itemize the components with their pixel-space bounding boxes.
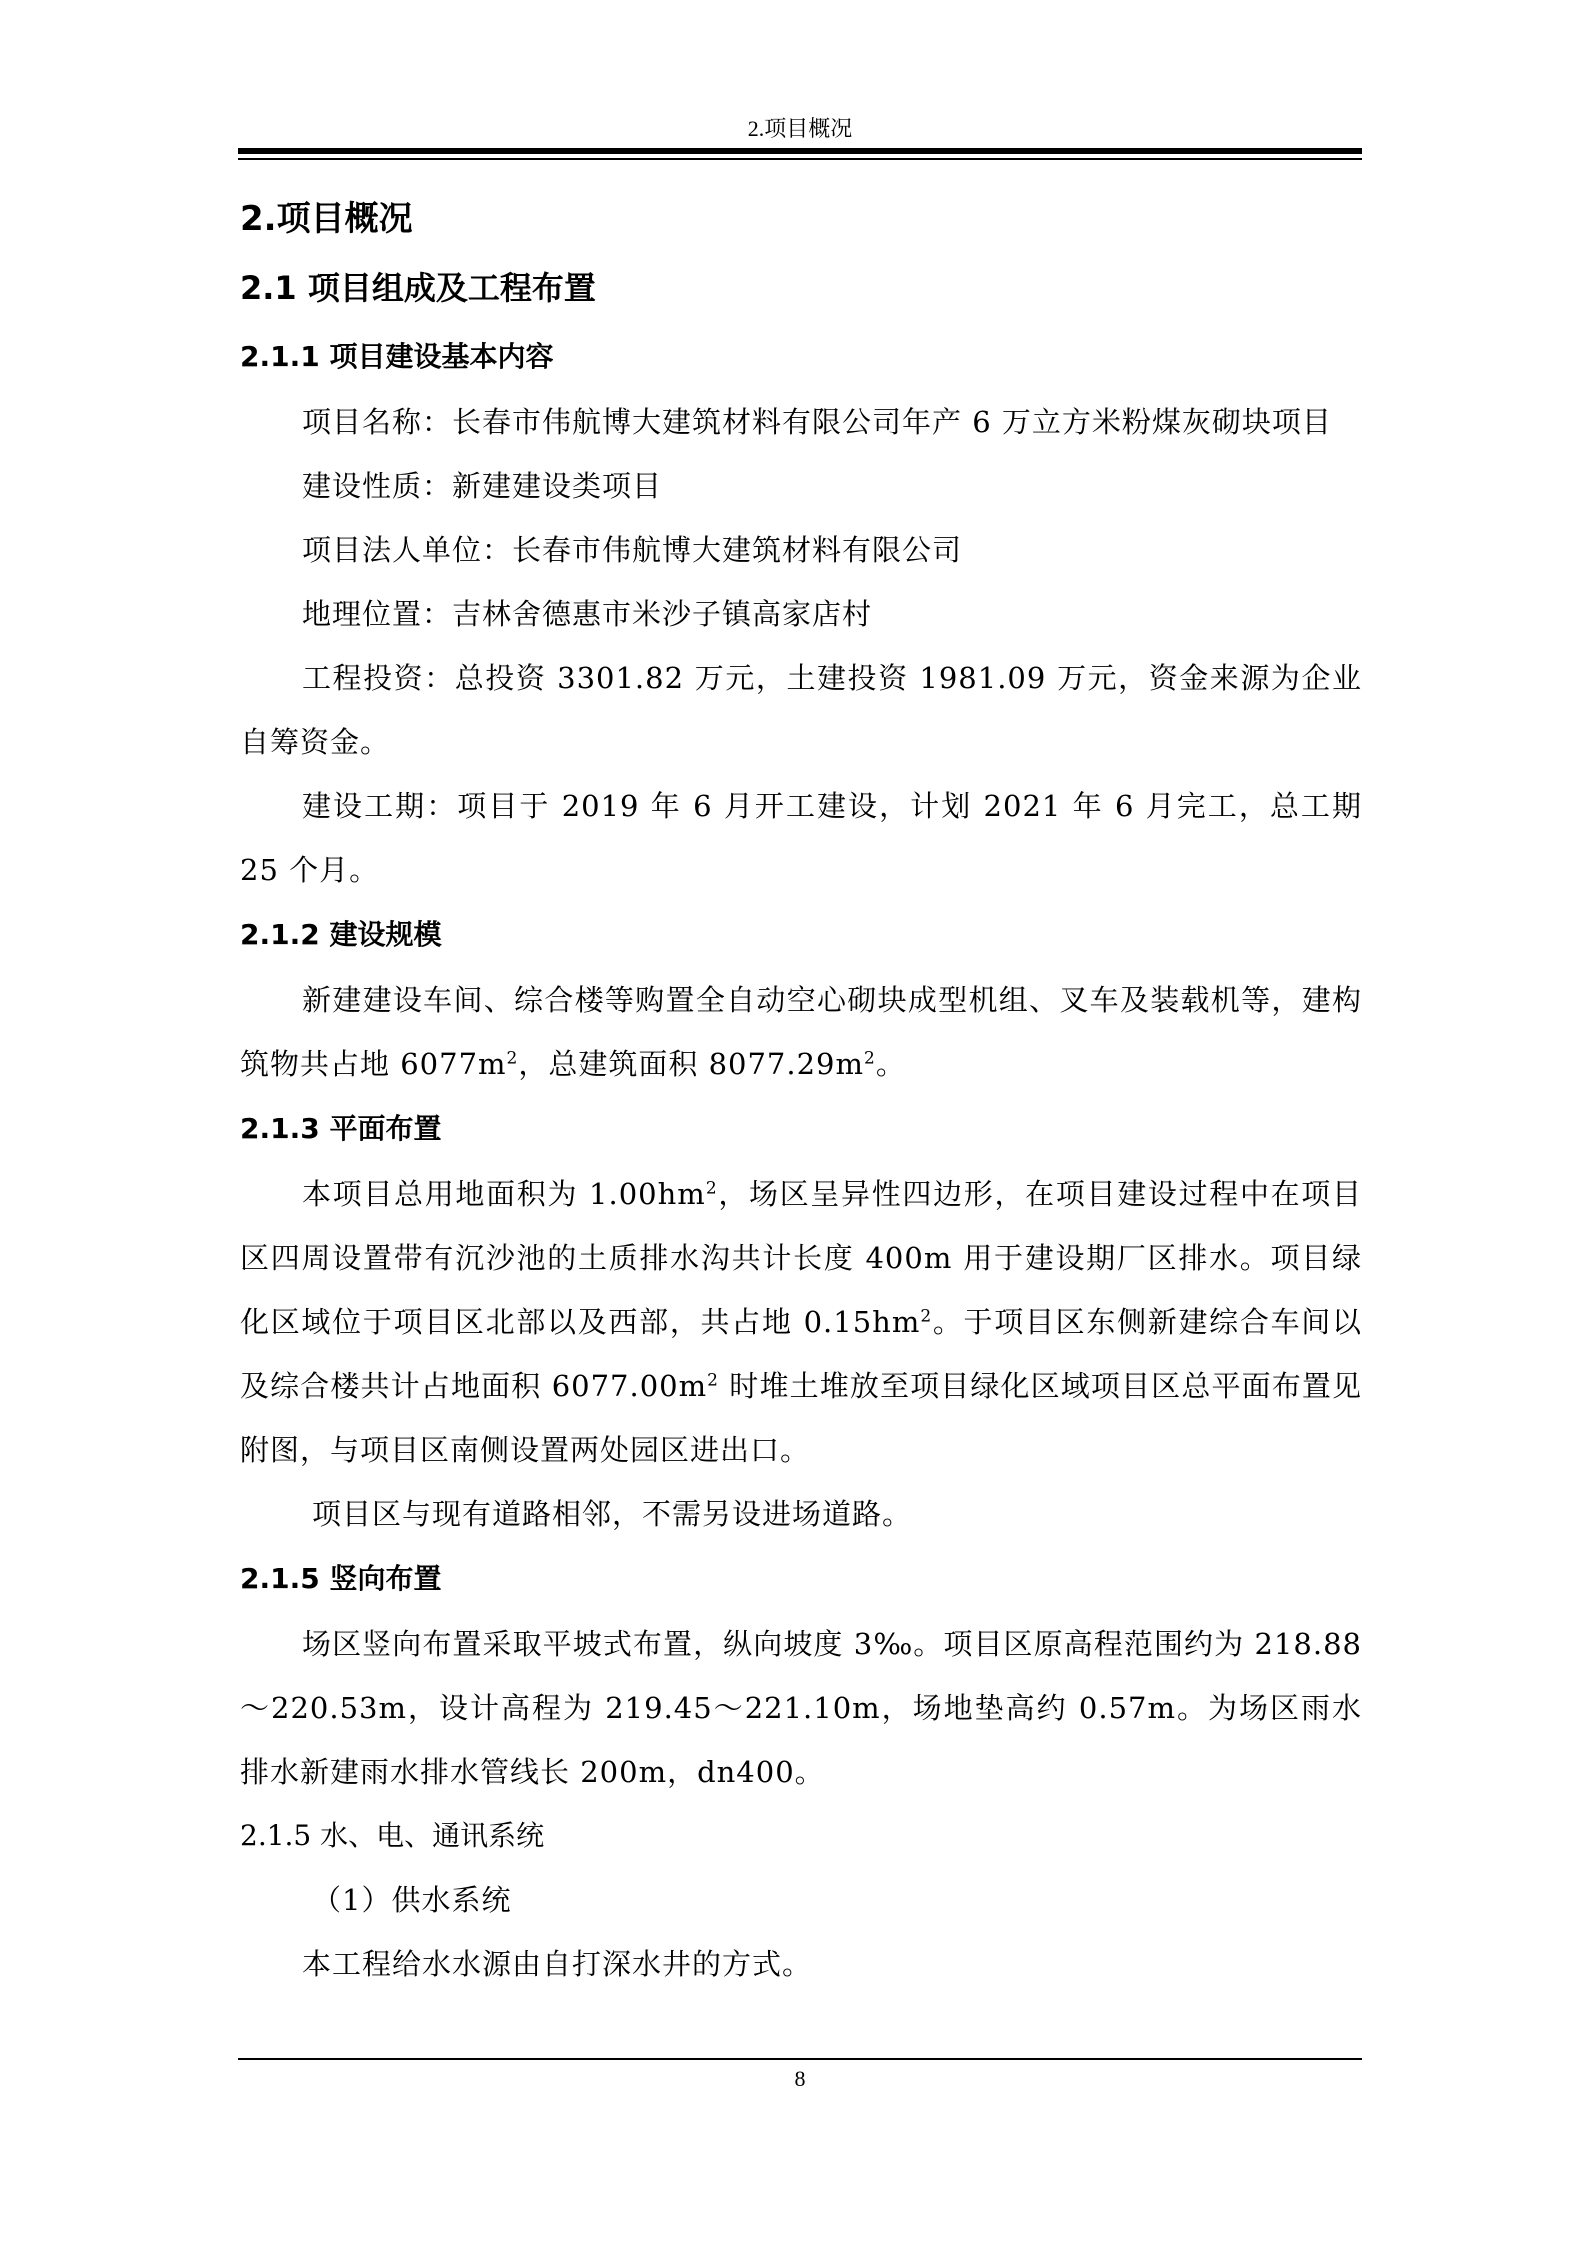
- superscript: 2: [506, 1048, 519, 1069]
- scale-text-c: 。: [875, 1047, 906, 1081]
- subsection-heading-2-1-1: 2.1.1 项目建设基本内容: [240, 340, 554, 373]
- chapter-heading: 2.项目概况: [240, 199, 413, 239]
- scale-text-a: 新建建设车间、综合楼等购置全自动空心砌块成型机组、叉车及装载机等，建构筑物共占地 6077m: [240, 983, 1362, 1081]
- footer-rule: [238, 2058, 1362, 2060]
- superscript: 2: [864, 1048, 876, 1069]
- water-source-paragraph: 本工程给水水源由自打深水井的方式。: [302, 1947, 813, 1981]
- construction-period-paragraph: 建设工期：项目于 2019 年 6 月开工建设，计划 2021 年 6 月完工，总工期 25 个月。: [240, 789, 1362, 887]
- header-rule-thin: [238, 158, 1362, 160]
- subsection-heading-vertical-layout: 2.1.5 竖向布置: [240, 1562, 442, 1595]
- running-header: 2.项目概况: [747, 116, 853, 141]
- layout-text-c: 。于项目区东侧新建综合车间以及综合楼共计占地面积 6077.00m: [240, 1305, 1362, 1403]
- legal-entity-paragraph: 项目法人单位：长春市伟航博大建筑材料有限公司: [302, 533, 963, 567]
- layout-text-a: 本项目总用地面积为 1.00hm: [302, 1177, 706, 1211]
- water-supply-heading: （1）供水系统: [312, 1883, 512, 1917]
- road-access-paragraph: 项目区与现有道路相邻，不需另设进场道路。: [312, 1497, 913, 1531]
- superscript: 2: [920, 1306, 933, 1327]
- subsection-heading-2-1-2: 2.1.2 建设规模: [240, 918, 442, 951]
- subsection-heading-2-1-3: 2.1.3 平面布置: [240, 1112, 442, 1145]
- superscript: 2: [707, 1370, 719, 1391]
- location-paragraph: 地理位置：吉林舍德惠市米沙子镇高家店村: [302, 597, 873, 631]
- vertical-layout-paragraph: 场区竖向布置采取平坡式布置，纵向坡度 3‰。项目区原高程范围约为 218.88～220.53m，设计高程为 219.45～221.10m，场地垫高约 0.57m。为场区雨水排水新建雨水排水管线长 200m，dn400。: [240, 1627, 1362, 1789]
- scale-paragraph: [240, 968, 1362, 1096]
- page-number: 8: [794, 2066, 806, 2091]
- scale-text-b: ，总建筑面积 8077.29m: [518, 1047, 864, 1081]
- layout-paragraph: [240, 1162, 1362, 1482]
- superscript: 2: [705, 1178, 718, 1199]
- section-heading-2-1: 2.1 项目组成及工程布置: [240, 269, 596, 307]
- page-content: [240, 186, 1362, 1996]
- header-rule-thick: [238, 148, 1362, 154]
- investment-paragraph: 工程投资：总投资 3301.82 万元，土建投资 1981.09 万元，资金来源为企业自筹资金。: [240, 661, 1362, 759]
- layout-text-b: ，场区呈异性四边形，在项目建设过程中在项目区四周设置带有沉沙池的土质排水沟共计长度 400m 用于建设期厂区排水。项目绿化区域位于项目区北部以及西部，共占地 0.15hm: [240, 1177, 1362, 1339]
- subsection-heading-utilities: 2.1.5 水、电、通讯系统: [240, 1819, 545, 1852]
- project-name-paragraph: 项目名称：长春市伟航博大建筑材料有限公司年产 6 万立方米粉煤灰砌块项目: [302, 405, 1332, 439]
- layout-text-d: 时堆土堆放至项目绿化区域项目区总平面布置见附图，与项目区南侧设置两处园区进出口。: [240, 1369, 1362, 1467]
- construction-nature-paragraph: 建设性质：新建建设类项目: [302, 469, 663, 503]
